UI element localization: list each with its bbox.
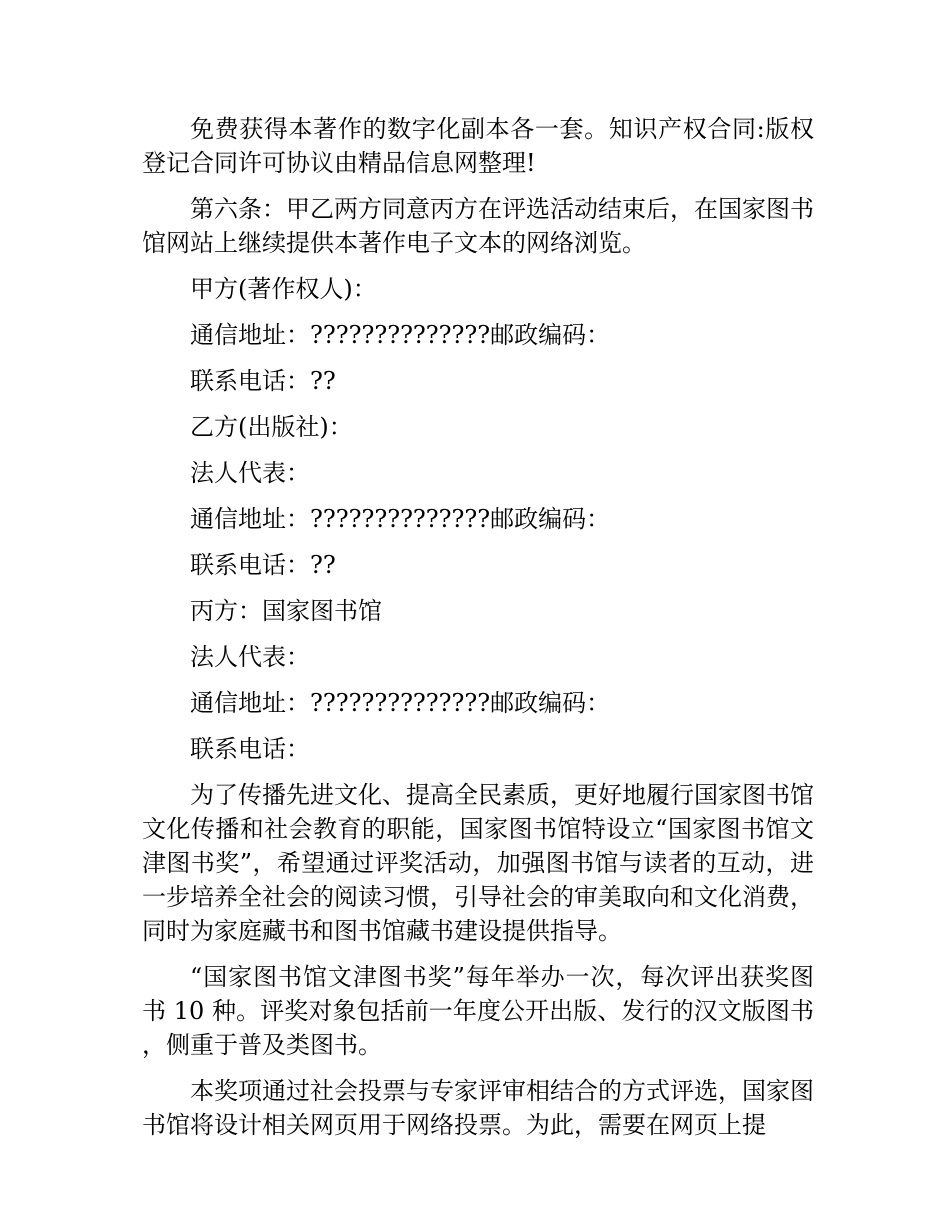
document-body [142,112,814,1154]
party-c-legal-rep: 法人代表： [190,643,310,671]
party-b-legal-rep: 法人代表： [190,459,310,487]
paragraph-digital-copy: 免费获得本著作的数字化副本各一套。知识产权合同:版权登记合同许可协议由精品信息网整理! [142,115,814,177]
party-b-phone: 联系电话：?? [190,551,336,579]
paragraph-voting-method: 本奖项通过社会投票与专家评审相结合的方式评选，国家图书馆将设计相关网页用于网络投票。为此，需要在网页上提 [142,1077,814,1139]
paragraph-award-purpose: 为了传播先进文化、提高全民素质，更好地履行国家图书馆文化传播和社会教育的职能，国家图书馆特设立“国家图书馆文津图书奖”，希望通过评奖活动，加强图书馆与读者的互动，进一步培养全社会的阅读习惯，引导社会的审美取向和文化消费，同时为家庭藏书和图书馆藏书建设提供指导。 [142,781,814,945]
party-a-heading: 甲方(著作权人)： [190,275,377,303]
party-b-address: 通信地址：??????????????邮政编码： [190,505,611,533]
party-a-phone: 联系电话：?? [190,367,336,395]
party-c-phone: 联系电话： [190,735,310,763]
party-c-heading: 丙方：国家图书馆 [190,597,382,625]
party-a-address: 通信地址：??????????????邮政编码： [190,321,611,349]
paragraph-award-frequency: “国家图书馆文津图书奖”每年举办一次，每次评出获奖图书 10 种。评奖对象包括前一年度公开出版、发行的汉文版图书，侧重于普及类图书。 [142,963,814,1059]
paragraph-article-six: 第六条：甲乙两方同意丙方在评选活动结束后，在国家图书馆网站上继续提供本著作电子文本的网络浏览。 [142,195,814,257]
party-b-heading: 乙方(出版社)： [190,413,353,441]
party-c-address: 通信地址：??????????????邮政编码： [190,689,611,717]
